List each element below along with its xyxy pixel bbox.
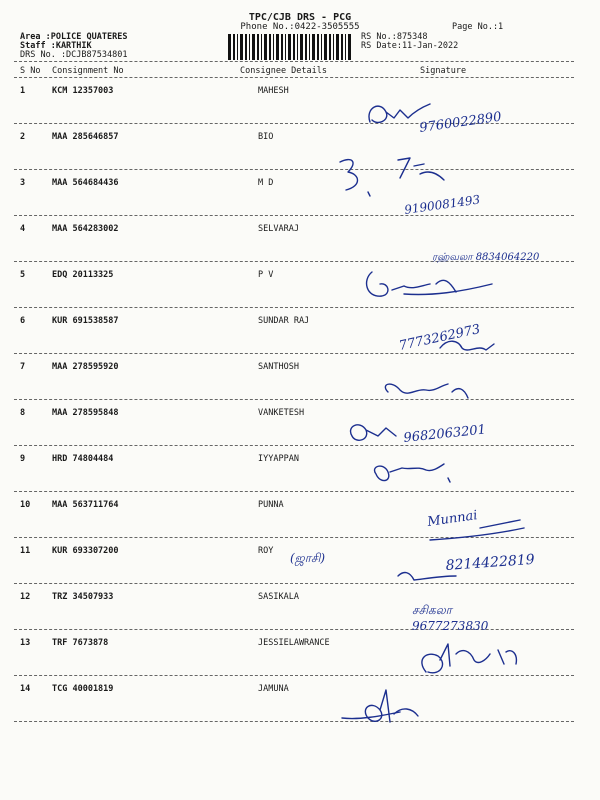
row-serial-number: 2 (20, 132, 26, 142)
row-serial-number: 14 (20, 684, 31, 694)
rs-date: RS Date:11-Jan-2022 (361, 41, 459, 51)
row-consignment-number: MAA 285646857 (52, 132, 119, 142)
signature-row-9 (375, 464, 450, 482)
row-consignment-number: MAA 564684436 (52, 178, 119, 188)
drs-number: DRS No. :DCJB87534801 (20, 50, 128, 60)
row-consignment-number: KUR 693307200 (52, 546, 119, 556)
row-separator (14, 123, 574, 124)
barcode-bar (237, 34, 238, 60)
row-separator (14, 491, 574, 492)
barcode-bar (297, 34, 298, 60)
row-consignment-number: TRF 7673878 (52, 638, 109, 648)
row-consignment-number: TCG 40001819 (52, 684, 114, 694)
row-consignee-name: P V (258, 270, 274, 280)
barcode-bar (317, 34, 319, 60)
column-header-sno: S No (20, 66, 41, 76)
signature-row-8-number: 9682063201 (402, 422, 487, 446)
row-separator (14, 215, 574, 216)
barcode-bar (269, 34, 271, 60)
row-consignee-name: IYYAPPAN (258, 454, 299, 464)
barcode-bar (240, 34, 243, 60)
row-consignment-number: MAA 563711764 (52, 500, 119, 510)
barcode-bar (281, 34, 283, 60)
barcode-bar (309, 34, 310, 60)
barcode-bar (324, 34, 327, 60)
row-consignee-name: PUNNA (258, 500, 284, 510)
signature-row-12-name: சசிகலா (412, 603, 452, 617)
row-consignment-number: EDQ 20113325 (52, 270, 114, 280)
row-consignee-name: BIO (258, 132, 274, 142)
row-separator (14, 675, 574, 676)
row-serial-number: 8 (20, 408, 26, 418)
page-number: Page No.:1 (452, 22, 504, 32)
barcode-bar (252, 34, 255, 60)
barcode-bar (257, 34, 259, 60)
row-consignment-number: KUR 691538587 (52, 316, 119, 326)
row-separator (14, 307, 574, 308)
phone-number: Phone No.:0422-3505555 (240, 22, 360, 32)
rs-number: RS No.:875348 (361, 32, 428, 42)
signature-row-4-note: ரஹ்வலா 8834064220 (432, 252, 540, 263)
barcode-bar (233, 34, 235, 60)
row-serial-number: 11 (20, 546, 31, 556)
barcode-bar (228, 34, 231, 60)
barcode-bar (348, 34, 351, 60)
row-consignee-name: SASIKALA (258, 592, 299, 602)
row-serial-number: 7 (20, 362, 26, 372)
barcode-bar (276, 34, 279, 60)
barcode-bar (273, 34, 274, 60)
row-serial-number: 3 (20, 178, 26, 188)
row-consignee-name: VANKETESH (258, 408, 305, 418)
signature-row-12-number: 9677273830 (412, 619, 489, 633)
signature-row-6-number: 7773262973 (397, 322, 482, 354)
signature-row-3 (340, 158, 481, 217)
barcode-bar (264, 34, 267, 60)
barcode-bar (249, 34, 250, 60)
row-consignment-number: HRD 74804484 (52, 454, 114, 464)
row-consignment-number: MAA 278595920 (52, 362, 119, 372)
row-serial-number: 12 (20, 592, 31, 602)
signature-row-1 (369, 104, 502, 136)
row-consignment-number: KCM 12357003 (52, 86, 114, 96)
barcode-bar (329, 34, 331, 60)
row-serial-number: 9 (20, 454, 26, 464)
row-separator (14, 261, 574, 262)
barcode-bar (293, 34, 295, 60)
barcode-image (228, 34, 353, 60)
barcode-bar (285, 34, 286, 60)
row-serial-number: 13 (20, 638, 31, 648)
barcode-bar (341, 34, 343, 60)
signature-row-11-number: 8214422819 (445, 551, 536, 574)
signature-row-13 (422, 644, 516, 673)
signature-row-4-5 (367, 252, 540, 296)
signature-row-3-number: 9190081493 (403, 192, 482, 217)
column-header-consignee: Consignee Details (240, 66, 327, 76)
row-separator (14, 445, 574, 446)
signature-row-1-number: 9760022890 (418, 109, 503, 136)
row-serial-number: 10 (20, 500, 31, 510)
row-serial-number: 1 (20, 86, 26, 96)
row-consignee-name: MAHESH (258, 86, 289, 96)
barcode-bar (288, 34, 291, 60)
barcode-bar (245, 34, 247, 60)
document-title: TPC/CJB DRS - PCG (248, 12, 352, 23)
column-header-consignment: Consignment No (52, 66, 124, 76)
row-consignee-name: SUNDAR RAJ (258, 316, 310, 326)
row-separator (14, 169, 574, 170)
row-serial-number: 6 (20, 316, 26, 326)
row-separator (14, 353, 574, 354)
header-rule-bottom (14, 77, 574, 78)
row-consignee-name: ROY (258, 546, 274, 556)
barcode-bar (333, 34, 334, 60)
signature-row-7-8 (385, 384, 468, 398)
barcode-bar (305, 34, 307, 60)
signature-row-8 (351, 422, 487, 446)
barcode-bar (312, 34, 315, 60)
row-consignee-name: JAMUNA (258, 684, 289, 694)
staff-label: Staff :KARTHIK (20, 41, 92, 51)
barcode-bar (261, 34, 262, 60)
row-serial-number: 4 (20, 224, 26, 234)
header-rule-top (14, 61, 574, 62)
row-separator (14, 537, 574, 538)
signature-row-10-11 (290, 508, 535, 580)
row-consignee-name: SANTHOSH (258, 362, 299, 372)
barcode-bar (336, 34, 339, 60)
signature-row-10-name: Munnai (426, 508, 479, 530)
area-label: Area :POLICE QUATERES (20, 32, 128, 42)
row-consignment-number: MAA 278595848 (52, 408, 119, 418)
row-separator (14, 629, 574, 630)
barcode-bar (321, 34, 322, 60)
signature-row-6 (398, 322, 494, 354)
signature-row-14 (342, 690, 418, 722)
signature-row-11-note: (ஜாசி) (290, 551, 326, 565)
row-consignee-name: SELVARAJ (258, 224, 299, 234)
row-separator (14, 583, 574, 584)
row-consignee-name: M D (258, 178, 274, 188)
row-serial-number: 5 (20, 270, 26, 280)
row-separator (14, 721, 574, 722)
column-header-signature: Signature (420, 66, 467, 76)
barcode-bar (345, 34, 346, 60)
barcode-bar (300, 34, 303, 60)
row-consignment-number: TRZ 34507933 (52, 592, 114, 602)
row-consignee-name: JESSIELAWRANCE (258, 638, 330, 648)
row-separator (14, 399, 574, 400)
row-consignment-number: MAA 564283002 (52, 224, 119, 234)
